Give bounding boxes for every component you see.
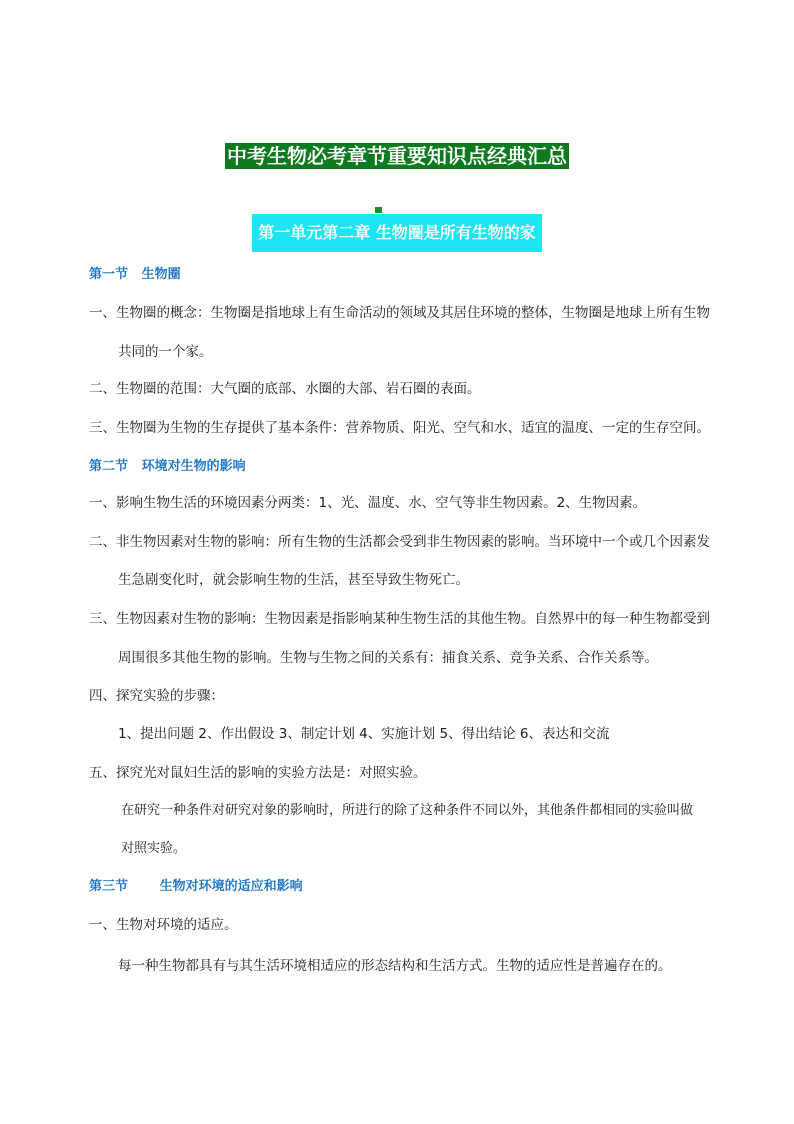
paragraph-line: 三、生物圈为生物的生存提供了基本条件：营养物质、阳光、空气和水、适宜的温度、一定的生存空间。 — [89, 420, 710, 436]
paragraph-line: 一、影响生物生活的环境因素分两类：1、光、温度、水、空气等非生物因素。2、生物因素。 — [89, 495, 647, 511]
paragraph-line: 1、提出问题 2、作出假设 3、制定计划 4、实施计划 5、得出结论 6、表达和交流 — [118, 726, 610, 742]
paragraph-line: 一、生物对环境的适应。 — [89, 917, 238, 933]
chapter-container — [0, 214, 794, 252]
paragraph-line: 四、探究实验的步骤： — [89, 688, 224, 704]
paragraph-line: 共同的一个家。 — [118, 344, 213, 360]
paragraph-line: 在研究一种条件对研究对象的影响时，所进行的除了这种条件不同以外，其他条件都相同的实验叫做 — [121, 803, 694, 818]
paragraph-line: 二、非生物因素对生物的影响：所有生物的生活都会受到非生物因素的影响。当环境中一个或几个因素发 — [89, 534, 710, 550]
paragraph-line: 对照实验。 — [121, 841, 187, 856]
paragraph-line: 一、生物圈的概念：生物圈是指地球上有生命活动的领域及其居住环境的整体，生物圈是地球上所有生物 — [89, 305, 710, 321]
paragraph-line: 三、生物因素对生物的影响：生物因素是指影响某种生物生活的其他生物。自然界中的每一种生物都受到 — [89, 611, 710, 627]
document-title: 中考生物必考章节重要知识点经典汇总 — [227, 144, 567, 168]
section-heading-1: 第一节 生物圈 — [89, 267, 181, 282]
section-heading-2: 第二节 环境对生物的影响 — [89, 459, 246, 474]
paragraph-line: 五、探究光对鼠妇生活的影响的实验方法是：对照实验。 — [89, 765, 427, 781]
title-container — [0, 143, 794, 169]
paragraph-line: 周围很多其他生物的影响。生物与生物之间的关系有：捕食关系、竞争关系、合作关系等。 — [118, 650, 658, 666]
paragraph-line: 二、生物圈的范围：大气圈的底部、水圈的大部、岩石圈的表面。 — [89, 381, 481, 397]
paragraph-line: 每一种生物都具有与其生活环境相适应的形态结构和生活方式。生物的适应性是普遍存在的。 — [118, 958, 672, 974]
chapter-heading: 第一单元第二章 生物圈是所有生物的家 — [252, 214, 542, 252]
paragraph-line: 生急剧变化时，就会影响生物的生活，甚至导致生物死亡。 — [118, 572, 469, 588]
section-heading-3: 第三节 生物对环境的适应和影响 — [89, 879, 303, 894]
decorative-marker — [375, 207, 382, 213]
